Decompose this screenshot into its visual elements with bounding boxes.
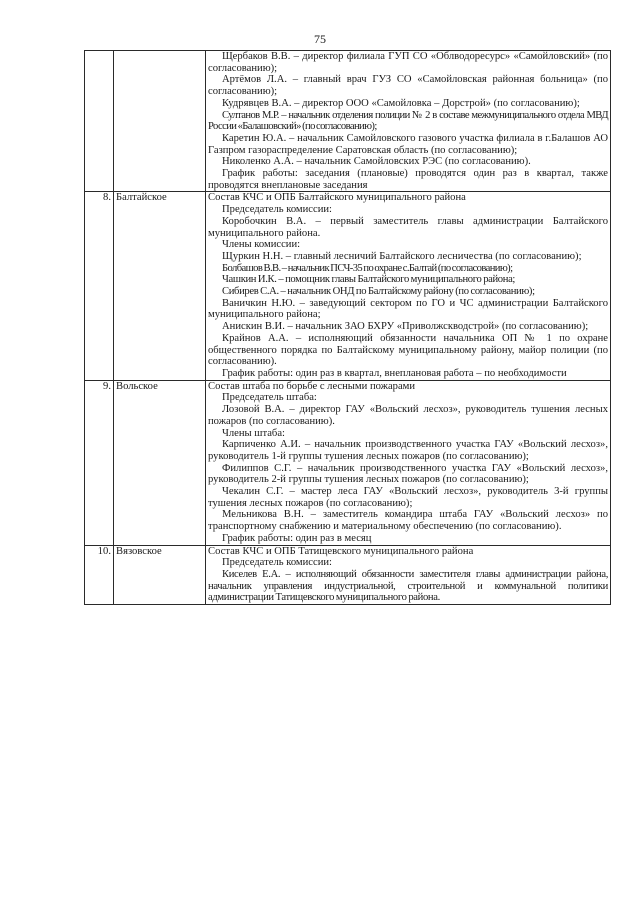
composition-paragraph: Каретин Ю.А. – начальник Самойловского газового участка филиала в г.Балашов АО Газпром газораспределение Саратовская область (по согласованию);: [208, 132, 608, 156]
commissions-table: [84, 50, 611, 605]
district-cell: [114, 51, 206, 192]
composition-paragraph: Султанов М.Р. – начальник отделения полиции № 2 в составе межмуниципального отдела МВД России «Балашовский» (по согласованию);: [208, 109, 608, 133]
section-heading: Состав КЧС и ОПБ Татищевского муниципального района: [208, 545, 474, 557]
page-number: 75: [314, 32, 326, 46]
row-number-cell: [85, 51, 114, 192]
composition-paragraph: Болбашов В.В. – начальник ПСЧ-35 по охране с.Балтай (по согласованию);: [222, 262, 513, 274]
composition-paragraph: График работы: заседания (плановые) проводятся один раз в квартал, также проводятся внеплановые заседания: [208, 168, 608, 191]
composition-cell: [206, 51, 611, 192]
composition-paragraph: Николенко А.А. – начальник Самойловских РЭС (по согласованию).: [222, 156, 531, 168]
composition-paragraph: Мельникова В.Н. – заместитель командира штаба ГАУ «Вольский лесхоз» по транспортному снабжению и материальному обеспечению (по согласованию).: [208, 509, 608, 533]
composition-paragraph: Коробочкин В.А. – первый заместитель главы администрации Балтайского муниципального района.: [208, 215, 608, 239]
row-number-cell: 9.: [85, 380, 114, 545]
table-row: [85, 545, 611, 605]
district-cell: Вязовское: [114, 545, 206, 605]
composition-cell: [206, 545, 611, 605]
table-row: [85, 380, 611, 545]
row-number-cell: 8.: [85, 192, 114, 380]
composition-paragraph: Лозовой В.А. – директор ГАУ «Вольский лесхоз», руководитель тушения лесных пожаров (по согласованию).: [208, 404, 608, 427]
composition-paragraph: Председатель комиссии:: [222, 204, 332, 216]
district-cell: Балтайское: [114, 192, 206, 380]
composition-paragraph: Артёмов Л.А. – главный врач ГУЗ СО «Самойловская районная больница» (по согласованию);: [208, 74, 608, 98]
composition-paragraph: Члены комиссии:: [222, 239, 301, 251]
composition-paragraph: Анискин В.И. – начальник ЗАО БХРУ «Приволжскводстрой» (по согласованию);: [222, 321, 589, 333]
composition-paragraph: График работы: один раз в месяц: [222, 532, 372, 544]
table-row: [85, 51, 611, 192]
composition-paragraph: График работы: один раз в квартал, внеплановая работа – по необходимости: [222, 367, 567, 379]
composition-paragraph: Карпиченко А.И. – начальник производственного участка ГАУ «Вольский лесхоз», руководитель 1-й группы тушения лесных пожаров (по согласованию);: [208, 439, 608, 462]
row-number-cell: 10.: [85, 545, 114, 605]
composition-cell: [206, 192, 611, 380]
composition-paragraph: Члены штаба:: [222, 427, 285, 439]
composition-paragraph: Председатель комиссии:: [222, 557, 332, 569]
composition-paragraph: Щуркин Н.Н. – главный лесничий Балтайского лесничества (по согласованию);: [222, 250, 582, 262]
district-cell: Вольское: [114, 380, 206, 545]
composition-paragraph: Председатель штаба:: [222, 392, 317, 404]
composition-paragraph: Киселев Е.А. – исполняющий обязанности заместителя главы администрации района, начальник управления индустриальной, строительной и коммунальной политики администрации Татищевского муниципального района.: [208, 568, 608, 604]
composition-cell: [206, 380, 611, 545]
composition-paragraph: Ваничкин Н.Ю. – заведующий сектором по ГО и ЧС администрации Балтайского муниципального района;: [208, 297, 608, 321]
composition-paragraph: Чекалин С.Г. – мастер леса ГАУ «Вольский лесхоз», руководитель 3-й группы тушения лесных пожаров (по согласованию);: [208, 486, 608, 509]
table-row: [85, 192, 611, 380]
composition-paragraph: Сибирев С.А. – начальник ОНД по Балтайскому району (по согласованию);: [222, 286, 535, 298]
composition-paragraph: Чашкин И.К. – помощник главы Балтайского муниципального района;: [222, 274, 516, 286]
section-heading: Состав КЧС и ОПБ Балтайского муниципального района: [208, 192, 466, 204]
composition-paragraph: Крайнов А.А. – исполняющий обязанности начальника ОП № 1 по охране общественного порядка по Балтайскому муниципальному району, майор полиции (по согласованию).: [208, 332, 608, 368]
composition-paragraph: Кудрявцев В.А. – директор ООО «Самойловка – Дорстрой» (по согласованию);: [222, 97, 580, 109]
composition-paragraph: Щербаков В.В. – директор филиала ГУП СО «Облводоресурс» «Самойловский» (по согласованию);: [208, 51, 608, 74]
section-heading: Состав штаба по борьбе с лесными пожарами: [208, 380, 416, 392]
table-body: [85, 51, 611, 605]
composition-paragraph: Филиппов С.Г. – начальник производственного участка ГАУ «Вольский лесхоз», руководитель 2-й группы тушения лесных пожаров (по согласованию);: [208, 462, 608, 486]
